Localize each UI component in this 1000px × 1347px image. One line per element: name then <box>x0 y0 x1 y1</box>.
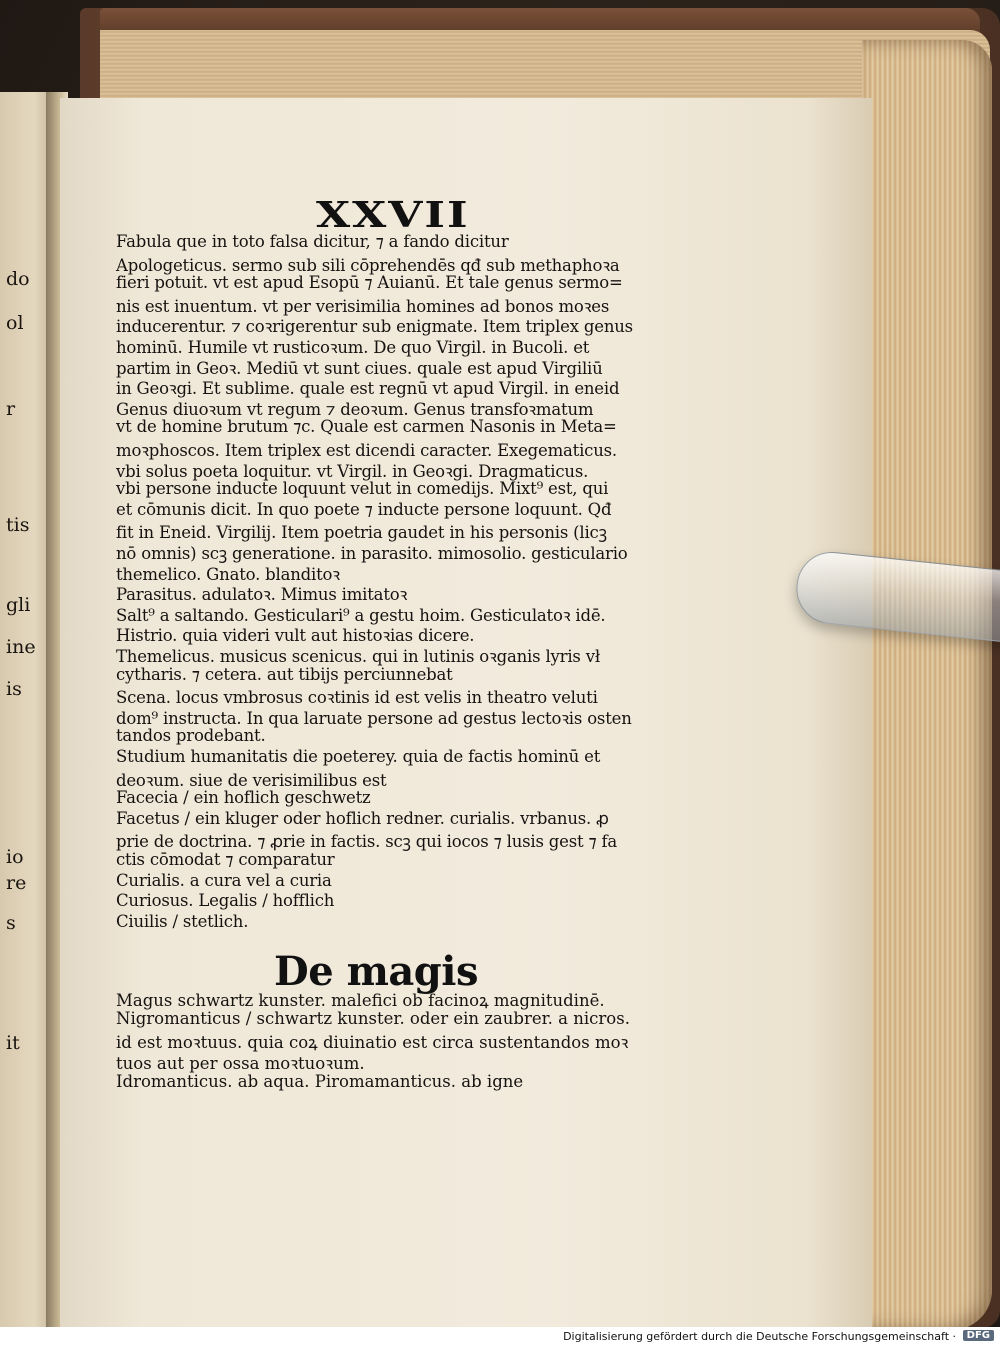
text-line: vt de homine brutum ⁊c. Quale est carmen Nasonis in Meta= <box>116 417 617 437</box>
text-line: fieri potuit. vt est apud Esopū ⁊ Auianū. Et tale genus sermo= <box>116 273 623 293</box>
text-line: moꝛphoscos. Item triplex est dicendi caracter. Exegematicus. <box>116 441 617 460</box>
text-line: Histrio. quia videri vult aut histoꝛias dicere. <box>116 626 475 646</box>
text-line: dom⁹ instructa. In qua laruate persone ad gestus lectoꝛis osten <box>116 708 632 728</box>
text-line: vbi solus poeta loquitur. vt Virgil. in Geoꝛgi. Dragmaticus. <box>116 461 589 481</box>
text-line: hominū. Humile vt rusticoꝛum. De quo Virgil. in Bucoli. et <box>116 338 590 357</box>
left-page-fragment: do <box>6 268 30 290</box>
footer-credit: Digitalisierung gefördert durch die Deutsche Forschungsgemeinschaft · <box>563 1330 956 1343</box>
left-page-fragment: tis <box>6 514 30 536</box>
text-line: Salt⁹ a saltando. Gesticulari⁹ a gestu hoim. Gesticulatoꝛ idē. <box>116 605 606 625</box>
text-line: Genus diuoꝛum vt regum ⁊ deoꝛum. Genus transfoꝛmatum <box>116 399 594 419</box>
left-page-fragment: s <box>6 912 16 934</box>
text-line: et cōmunis dicit. In quo poete ⁊ inducte persone loquunt. Qđ <box>116 499 612 519</box>
text-line: Themelicus. musicus scenicus. qui in lutinis oꝛganis lyris vł <box>116 647 600 666</box>
text-line: tandos prodebant. <box>116 726 266 746</box>
left-page-fragment: io <box>6 846 24 868</box>
text-line: Scena. locus vmbrosus coꝛtinis id est velis in theatro veluti <box>116 688 598 708</box>
left-page-fragment: ol <box>6 312 24 334</box>
text-line: ctis cōmodat ⁊ comparatur <box>116 850 335 869</box>
text-line: nō omnis) scꝫ generatione. in parasito. mimosolio. gesticulario <box>116 544 628 563</box>
text-line: inducerentur. ⁊ coꝛrigerentur sub enigmate. Item triplex genus <box>116 317 633 337</box>
text-line: Fabula que in toto falsa dicitur, ⁊ a fando dicitur <box>116 232 509 251</box>
text-line: fit in Eneid. Virgilij. Item poetria gaudet in his personis (licꝫ <box>116 523 607 543</box>
text-line: in Geoꝛgi. Et sublime. quale est regnū vt apud Virgil. in eneid <box>116 379 620 399</box>
dfg-logo: DFG <box>963 1330 994 1341</box>
text-line: Magus schwartz kunster. malefici ob facinoꝝ magnitudinē. <box>116 991 605 1010</box>
section-heading: De magis <box>274 948 478 995</box>
text-line: Ciuilis / stetlich. <box>116 911 249 931</box>
text-line: Nigromanticus / schwartz kunster. oder ein zaubrer. a nicros. <box>116 1009 630 1028</box>
text-line: tuos aut per ossa moꝛtuoꝛum. <box>116 1054 365 1073</box>
text-line: Facecia / ein hoflich geschwetz <box>116 788 371 808</box>
text-line: cytharis. ⁊ cetera. aut tibijs perciunnebat <box>116 664 453 684</box>
text-line: Apologeticus. sermo sub sili cōprehendēs qđ sub methaphoꝛa <box>116 255 620 275</box>
text-line: prie de doctrina. ⁊ ꝓrie in factis. scꝫ qui iocos ⁊ lusis gest ⁊ fa <box>116 832 618 852</box>
text-line: Curialis. a cura vel a curia <box>116 870 332 890</box>
text-line: partim in Geoꝛ. Mediū vt sunt ciues. quale est apud Virgiliū <box>116 358 603 378</box>
left-page-fragment: r <box>6 398 16 420</box>
page-number: XXVII <box>316 195 470 236</box>
text-line: Facetus / ein kluger oder hoflich redner. curialis. vrbanus. ꝓ <box>116 808 609 828</box>
text-line: themelico. Gnato. blanditoꝛ <box>116 564 340 584</box>
text-line: Idromanticus. ab aqua. Piromamanticus. ab igne <box>116 1072 524 1091</box>
text-line: nis est inuentum. vt per verisimilia homines ad bonos moꝛes <box>116 296 610 316</box>
text-line: deoꝛum. siue de verisimilibus est <box>116 770 387 790</box>
left-page-fragment: is <box>6 678 22 700</box>
footer-bar <box>0 1327 1000 1347</box>
text-line: vbi persone inducte loquunt velut in comedijs. Mixt⁹ est, qui <box>116 479 609 499</box>
page-stack-fore-edge <box>862 40 992 1330</box>
text-line: Curiosus. Legalis / hofflich <box>116 891 335 911</box>
left-page-fragment: ine <box>6 636 36 658</box>
left-page-fragment: it <box>6 1032 20 1054</box>
text-line: id est moꝛtuus. quia coꝝ diuinatio est circa sustentandos moꝛ <box>116 1033 629 1052</box>
page-stack-top <box>100 30 990 100</box>
text-line: Studium humanitatis die poeterey. quia de factis hominū et <box>116 747 601 766</box>
text-line: Parasitus. adulatoꝛ. Mimus imitatoꝛ <box>116 585 408 605</box>
left-page-fragment: re <box>6 872 27 894</box>
left-page-fragment: gli <box>6 594 31 616</box>
